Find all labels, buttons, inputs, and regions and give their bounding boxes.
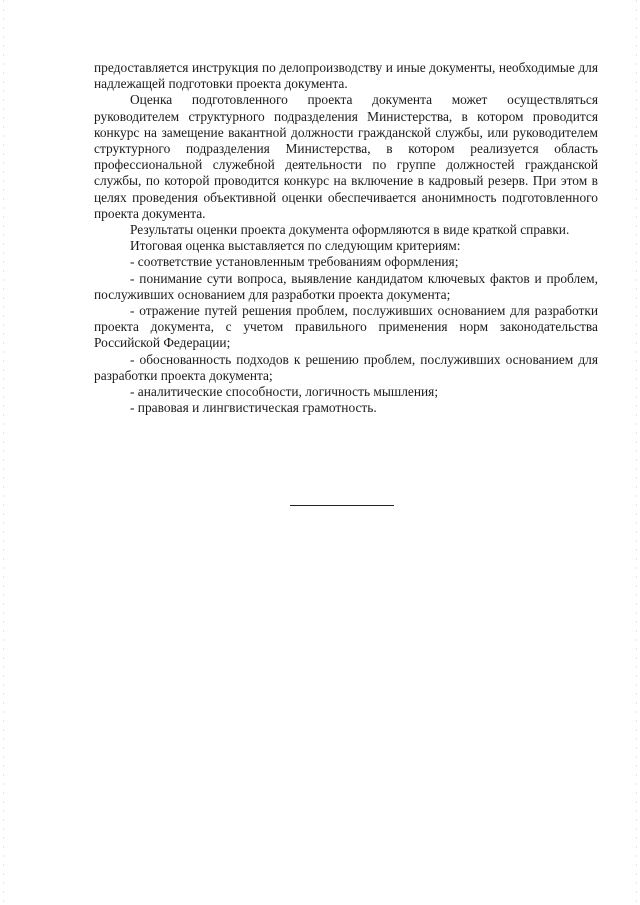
scan-left-edge	[3, 0, 4, 905]
criteria-item: - аналитические способности, логичность мышления;	[130, 384, 439, 400]
criteria-item: - понимание сути вопроса, выявление кандидатом ключевых фактов и проблем, послуживших основанием для разработки проекта документа;	[94, 270, 598, 302]
paragraph: Итоговая оценка выставляется по следующим критериям:	[130, 238, 461, 254]
criteria-item: - правовая и лингвистическая грамотность.	[130, 400, 377, 416]
criteria-item: - отражение путей решения проблем, послуживших основанием для разработки проекта документа, с учетом правильного применения норм законодательства Российской Федерации;	[94, 303, 598, 351]
criteria-item: - соответствие установленным требованиям оформления;	[130, 254, 459, 270]
paragraph: предоставляется инструкция по делопроизводству и иные документы, необходимые для надлежащей подготовки проекта документа.	[94, 60, 598, 92]
end-separator-line	[290, 505, 394, 506]
criteria-item: - обоснованность подходов к решению проблем, послуживших основанием для разработки проекта документа;	[94, 351, 598, 383]
document-body	[94, 60, 598, 416]
paragraph: Результаты оценки проекта документа оформляются в виде краткой справки.	[130, 222, 570, 238]
paragraph: Оценка подготовленного проекта документа может осуществляться руководителем структурного подразделения Министерства, в котором проводится конкурс на замещение вакантной должности гражданской службы, или руководителем структурного подразделения Министерства, в котором реализуется область профессиональной служебной деятельности по группе должностей гражданской службы, по которой проводится конкурс на включение в кадровый резерв. При этом в целях проведения объективной оценки обеспечивается анонимность подготовленного проекта документа.	[94, 92, 598, 221]
scan-right-edge	[636, 0, 637, 905]
